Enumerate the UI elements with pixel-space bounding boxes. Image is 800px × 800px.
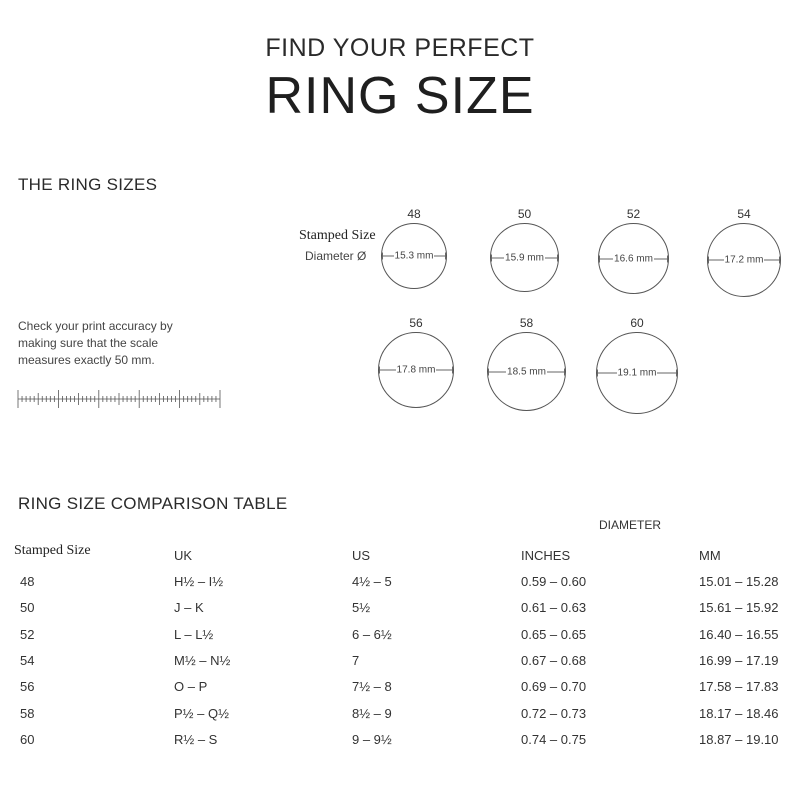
ring-circle — [378, 332, 454, 408]
diameter-label: Diameter Ø — [305, 249, 367, 263]
ring-circle — [596, 332, 678, 414]
table-cell: 0.69 – 0.70 — [521, 679, 587, 694]
table-cell: 52 — [20, 627, 35, 642]
table-cell: 54 — [20, 653, 35, 668]
table-cell: 50 — [20, 600, 35, 615]
ring-item — [594, 205, 673, 294]
ring-item — [374, 314, 458, 408]
table-cell: 0.74 – 0.75 — [521, 732, 587, 747]
ring-diameter-line — [597, 368, 677, 379]
table-cell: 0.67 – 0.68 — [521, 653, 587, 668]
ring-size-number: 56 — [409, 316, 423, 330]
ring-diameter-value: 16.6 mm — [614, 253, 653, 264]
table-cell: 16.40 – 16.55 — [699, 627, 779, 642]
ring-size-number: 58 — [519, 316, 534, 330]
table-cell: 0.59 – 0.60 — [521, 574, 587, 589]
table-cell: P½ – Q½ — [174, 706, 229, 721]
column-header: MM — [699, 548, 721, 563]
table-cell: 48 — [20, 574, 35, 589]
table-cell: L – L½ — [174, 627, 214, 642]
ring-diameter-line — [708, 255, 780, 266]
ring-diameter-line — [379, 365, 453, 376]
ring-diameter-line — [382, 251, 446, 262]
table-cell: 6 – 6½ — [352, 627, 392, 642]
ring-diameter-line — [488, 366, 565, 377]
stamped-size-label: Stamped Size — [299, 228, 376, 243]
ring-sizes-heading: THE RING SIZES — [18, 175, 158, 194]
column-header: Stamped Size — [14, 543, 91, 558]
diameter-header: DIAMETER — [599, 518, 662, 532]
page-title: RING SIZE — [265, 67, 535, 125]
table-cell: 18.87 – 19.10 — [699, 732, 779, 747]
table-cell: O – P — [174, 679, 208, 694]
ring-diameter-line — [491, 252, 558, 263]
ring-item — [483, 314, 570, 411]
table-cell: 18.17 – 18.46 — [699, 706, 779, 721]
title-subheading: FIND YOUR PERFECT — [265, 34, 535, 62]
ring-diameter-value: 17.2 mm — [724, 254, 764, 266]
ring-size-number: 60 — [630, 316, 644, 330]
table-cell: 9 – 9½ — [352, 732, 392, 747]
table-cell: 17.58 – 17.83 — [699, 679, 779, 694]
table-cell: H½ – I½ — [174, 574, 224, 589]
table-cell: 15.61 – 15.92 — [699, 600, 779, 615]
table-cell: 4½ – 5 — [352, 574, 392, 589]
table-cell: 56 — [20, 679, 35, 694]
ring-item — [592, 314, 682, 414]
ring-size-number: 54 — [737, 207, 751, 221]
table-cell: 5½ — [352, 600, 371, 615]
table-cell: 0.61 – 0.63 — [521, 600, 587, 615]
ring-circle — [487, 332, 566, 411]
scale-ruler — [16, 386, 226, 412]
ring-size-number: 52 — [626, 207, 641, 221]
ring-size-number: 48 — [407, 207, 421, 221]
ring-circle — [381, 223, 447, 289]
ring-circle — [490, 223, 559, 292]
ring-size-number: 50 — [517, 207, 532, 221]
comparison-table-heading: RING SIZE COMPARISON TABLE — [18, 494, 288, 513]
ring-diameter-value: 19.1 mm — [617, 367, 657, 379]
ring-diameter-value: 18.5 mm — [507, 366, 546, 377]
table-cell: M½ – N½ — [174, 653, 231, 668]
table-cell: R½ – S — [174, 732, 218, 747]
ring-diameter-value: 15.9 mm — [505, 252, 544, 263]
column-header: UK — [174, 548, 193, 563]
column-header: US — [352, 548, 371, 563]
ring-circle — [707, 223, 781, 297]
table-cell: 58 — [20, 706, 35, 721]
table-cell: 0.72 – 0.73 — [521, 706, 587, 721]
print-accuracy-note: Check your print accuracy by making sure that the scale measures exactly 50 mm. — [18, 319, 173, 367]
ring-item — [703, 205, 785, 297]
table-cell: 8½ – 9 — [352, 706, 392, 721]
table-cell: 7½ – 8 — [352, 679, 392, 694]
ring-diameter-value: 15.3 mm — [394, 250, 434, 262]
table-cell: J – K — [174, 600, 204, 615]
ring-circle — [598, 223, 669, 294]
table-cell: 0.65 – 0.65 — [521, 627, 587, 642]
ring-diameter-value: 17.8 mm — [396, 364, 436, 376]
ring-diameter-line — [599, 253, 668, 264]
column-header: INCHES — [521, 548, 571, 563]
ring-item — [377, 205, 451, 289]
ring-item — [486, 205, 563, 292]
table-cell: 60 — [20, 732, 35, 747]
table-cell: 16.99 – 17.19 — [699, 653, 779, 668]
table-cell: 15.01 – 15.28 — [699, 574, 779, 589]
table-cell: 7 — [352, 653, 360, 668]
